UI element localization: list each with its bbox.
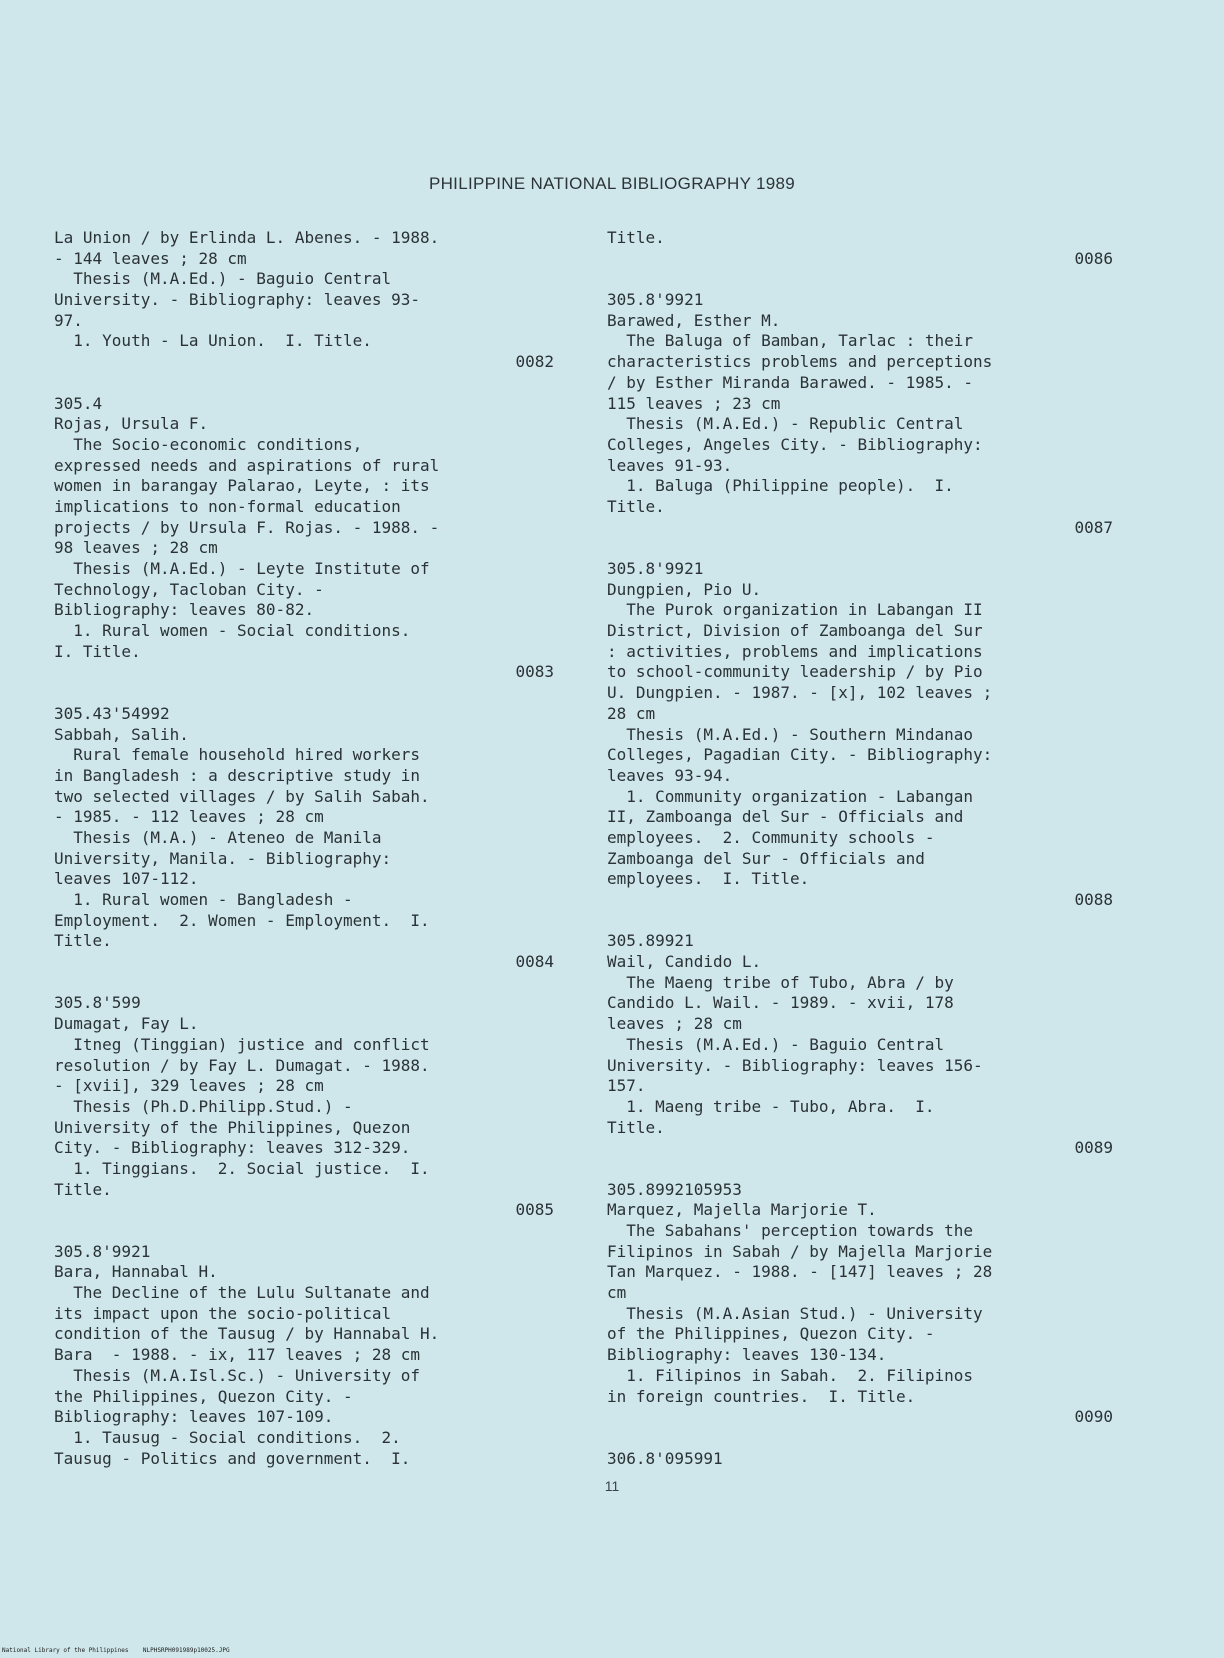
entry-line: Rojas, Ursula F. bbox=[54, 414, 209, 434]
entry-line: Title. bbox=[54, 1179, 112, 1199]
entry-spacer bbox=[607, 538, 1113, 559]
entry-line: Title. bbox=[607, 1117, 665, 1137]
entry-line: Bibliography: leaves 130-134. bbox=[607, 1345, 887, 1365]
entry-number: 0087 bbox=[1074, 517, 1113, 537]
entry-line: Itneg (Tinggian) justice and conflict bbox=[54, 1034, 430, 1054]
entry-line: 1. Rural women - Social conditions. bbox=[54, 621, 411, 641]
bibliography-entry bbox=[607, 1449, 1113, 1470]
entry-line: 115 leaves ; 23 cm bbox=[607, 393, 781, 413]
entry-line: District, Division of Zamboanga del Sur bbox=[607, 621, 983, 641]
entry-line: 305.89921 bbox=[607, 931, 694, 951]
page-title: PHILIPPINE NATIONAL BIBLIOGRAPHY 1989 bbox=[428, 174, 796, 193]
entry-line: 305.8992105953 bbox=[607, 1179, 742, 1199]
entry-line: Title. bbox=[54, 931, 112, 951]
entry-spacer bbox=[607, 269, 1113, 290]
entry-line: University, Manila. - Bibliography: bbox=[54, 848, 392, 868]
entry-line: leaves 93-94. bbox=[607, 765, 733, 785]
entry-number: 0082 bbox=[515, 352, 554, 372]
entry-number: 0088 bbox=[1074, 890, 1113, 909]
bibliography-entry bbox=[54, 704, 554, 973]
entry-number: 0089 bbox=[1074, 1138, 1113, 1158]
entry-line: cm bbox=[607, 1283, 627, 1303]
entry-line: Thesis (Ph.D.Philipp.Stud.) - bbox=[54, 1096, 353, 1116]
entry-line: 1. Youth - La Union. I. Title. bbox=[54, 331, 372, 351]
entry-line: - [xvii], 329 leaves ; 28 cm bbox=[54, 1076, 324, 1096]
entry-number: 0083 bbox=[515, 662, 554, 682]
entry-line: resolution / by Fay L. Dumagat. - 1988. bbox=[54, 1055, 430, 1075]
entry-line: Zamboanga del Sur - Officials and bbox=[607, 848, 925, 868]
entry-line: 305.8'9921 bbox=[607, 290, 704, 310]
bibliography-entry bbox=[607, 290, 1113, 538]
entry-line: women in barangay Palarao, Leyte, : its bbox=[54, 476, 430, 496]
entry-line: to school-community leadership / by Pio bbox=[607, 662, 983, 682]
entry-line: the Philippines, Quezon City. - bbox=[54, 1386, 353, 1406]
entry-line: condition of the Tausug / by Hannabal H. bbox=[54, 1324, 440, 1344]
entry-line: 97. bbox=[54, 310, 83, 330]
entry-line: Thesis (M.A.Ed.) - Republic Central bbox=[607, 414, 964, 434]
entry-line: Bara - 1988. - ix, 117 leaves ; 28 cm bbox=[54, 1345, 421, 1365]
entry-line: 305.4 bbox=[54, 393, 103, 413]
entry-line: 98 leaves ; 28 cm bbox=[54, 538, 218, 558]
entry-number: 0084 bbox=[515, 952, 554, 972]
entry-spacer bbox=[607, 1428, 1113, 1449]
entry-number: 0090 bbox=[1074, 1407, 1113, 1427]
entry-line: projects / by Ursula F. Rojas. - 1988. - bbox=[54, 517, 440, 537]
entry-line: 305.43'54992 bbox=[54, 703, 170, 723]
entry-line: 305.8'9921 bbox=[607, 559, 704, 578]
entry-line: in Bangladesh : a descriptive study in bbox=[54, 765, 421, 785]
entry-line: Bibliography: leaves 107-109. bbox=[54, 1407, 334, 1427]
entry-line: 1. Baluga (Philippine people). I. bbox=[607, 476, 954, 496]
entry-line: its impact upon the socio-political bbox=[54, 1303, 392, 1323]
entry-line: 1. Tausug - Social conditions. 2. bbox=[54, 1427, 401, 1447]
entry-line: La Union / by Erlinda L. Abenes. - 1988. bbox=[54, 228, 440, 247]
entry-line: - 1985. - 112 leaves ; 28 cm bbox=[54, 807, 324, 827]
entry-line: 1. Tinggians. 2. Social justice. I. bbox=[54, 1158, 430, 1178]
entry-line: The Purok organization in Labangan II bbox=[607, 600, 983, 620]
entry-line: The Sabahans' perception towards the bbox=[607, 1221, 974, 1240]
entry-line: 305.8'599 bbox=[54, 993, 141, 1013]
entry-line: The Decline of the Lulu Sultanate and bbox=[54, 1283, 430, 1303]
entry-line: two selected villages / by Salih Sabah. bbox=[54, 786, 430, 806]
entry-line: Dungpien, Pio U. bbox=[607, 579, 762, 599]
entry-line: / by Esther Miranda Barawed. - 1985. - bbox=[607, 372, 974, 392]
bibliography-entry bbox=[54, 394, 554, 684]
entry-line: 28 cm bbox=[607, 703, 656, 723]
entry-line: Filipinos in Sabah / by Majella Marjorie bbox=[607, 1241, 993, 1261]
page-number: 11 bbox=[604, 1478, 620, 1494]
entry-line: Bibliography: leaves 80-82. bbox=[54, 600, 315, 620]
entry-line: characteristics problems and perceptions bbox=[607, 352, 993, 372]
entry-line: The Socio-economic conditions, bbox=[54, 434, 363, 454]
bibliography-entry bbox=[54, 228, 554, 373]
entry-line: Wail, Candido L. bbox=[607, 952, 762, 972]
entry-line: University of the Philippines, Quezon bbox=[54, 1117, 411, 1137]
entry-spacer bbox=[54, 1221, 554, 1242]
entry-line: Rural female household hired workers bbox=[54, 745, 421, 765]
entry-line: leaves ; 28 cm bbox=[607, 1014, 742, 1034]
entry-line: University. - Bibliography: leaves 93- bbox=[54, 290, 421, 310]
bibliography-entry bbox=[54, 993, 554, 1221]
bibliography-entry bbox=[607, 228, 1113, 269]
entry-line: 306.8'095991 bbox=[607, 1448, 723, 1468]
entry-line: U. Dungpien. - 1987. - [x], 102 leaves ; bbox=[607, 683, 993, 703]
entry-line: Title. bbox=[607, 228, 665, 247]
bibliography-entry bbox=[54, 1242, 554, 1470]
entry-line: Thesis (M.A.Isl.Sc.) - University of bbox=[54, 1365, 421, 1385]
entry-line: leaves 91-93. bbox=[607, 455, 733, 475]
entry-line: : activities, problems and implications bbox=[607, 641, 983, 661]
right-column bbox=[607, 228, 1113, 1469]
entry-line: employees. 2. Community schools - bbox=[607, 827, 935, 847]
entry-line: Thesis (M.A.Ed.) - Southern Mindanao bbox=[607, 724, 974, 744]
entry-line: of the Philippines, Quezon City. - bbox=[607, 1324, 935, 1344]
entry-line: Thesis (M.A.) - Ateneo de Manila bbox=[54, 827, 382, 847]
entry-line: Employment. 2. Women - Employment. I. bbox=[54, 910, 430, 930]
entry-line: Thesis (M.A.Ed.) - Leyte Institute of bbox=[54, 559, 430, 578]
entry-line: The Maeng tribe of Tubo, Abra / by bbox=[607, 972, 954, 992]
entry-line: The Baluga of Bamban, Tarlac : their bbox=[607, 331, 974, 351]
entry-spacer bbox=[607, 911, 1113, 932]
entry-line: Colleges, Pagadian City. - Bibliography: bbox=[607, 745, 993, 765]
bibliography-entry bbox=[607, 559, 1113, 911]
entry-line: 305.8'9921 bbox=[54, 1241, 151, 1261]
entry-line: Tan Marquez. - 1988. - [147] leaves ; 28 bbox=[607, 1262, 993, 1282]
entry-line: 157. bbox=[607, 1076, 646, 1096]
entry-line: University. - Bibliography: leaves 156- bbox=[607, 1055, 983, 1075]
entry-spacer bbox=[607, 1159, 1113, 1180]
entry-line: Candido L. Wail. - 1989. - xvii, 178 bbox=[607, 993, 954, 1013]
entry-line: Barawed, Esther M. bbox=[607, 310, 781, 330]
entry-line: implications to non-formal education bbox=[54, 496, 401, 516]
entry-line: Thesis (M.A.Ed.) - Baguio Central bbox=[54, 269, 392, 289]
scan-footer: National Library of the Philippines NLPHSRPH091989p10025.JPG bbox=[2, 1647, 230, 1654]
bibliography-entry bbox=[607, 931, 1113, 1159]
entry-line: Marquez, Majella Marjorie T. bbox=[607, 1200, 877, 1220]
bibliography-entry bbox=[607, 1180, 1113, 1428]
entry-spacer bbox=[54, 373, 554, 394]
entry-line: Technology, Tacloban City. - bbox=[54, 579, 324, 599]
entry-line: expressed needs and aspirations of rural bbox=[54, 455, 440, 475]
entry-line: Title. bbox=[607, 496, 665, 516]
entry-line: Colleges, Angeles City. - Bibliography: bbox=[607, 434, 983, 454]
entry-line: Bara, Hannabal H. bbox=[54, 1262, 218, 1282]
entry-line: I. Title. bbox=[54, 641, 141, 661]
left-column bbox=[54, 228, 554, 1469]
entry-number: 0086 bbox=[1074, 248, 1113, 268]
entry-number: 0085 bbox=[515, 1200, 554, 1220]
entry-line: 1. Filipinos in Sabah. 2. Filipinos bbox=[607, 1365, 974, 1385]
entry-line: Tausug - Politics and government. I. bbox=[54, 1448, 411, 1468]
entry-line: Dumagat, Fay L. bbox=[54, 1014, 199, 1034]
entry-line: in foreign countries. I. Title. bbox=[607, 1386, 916, 1406]
entry-line: 1. Maeng tribe - Tubo, Abra. I. bbox=[607, 1096, 935, 1116]
entry-spacer bbox=[54, 683, 554, 704]
entry-line: 1. Rural women - Bangladesh - bbox=[54, 890, 353, 909]
entry-line: Sabbah, Salih. bbox=[54, 724, 189, 744]
entry-line: employees. I. Title. bbox=[607, 869, 810, 889]
entry-spacer bbox=[54, 973, 554, 994]
entry-line: 1. Community organization - Labangan bbox=[607, 786, 974, 806]
entry-line: City. - Bibliography: leaves 312-329. bbox=[54, 1138, 411, 1158]
entry-line: - 144 leaves ; 28 cm bbox=[54, 248, 247, 268]
entry-line: II, Zamboanga del Sur - Officials and bbox=[607, 807, 964, 827]
entry-line: Thesis (M.A.Ed.) - Baguio Central bbox=[607, 1034, 945, 1054]
entry-line: leaves 107-112. bbox=[54, 869, 199, 889]
entry-line: Thesis (M.A.Asian Stud.) - University bbox=[607, 1303, 983, 1323]
